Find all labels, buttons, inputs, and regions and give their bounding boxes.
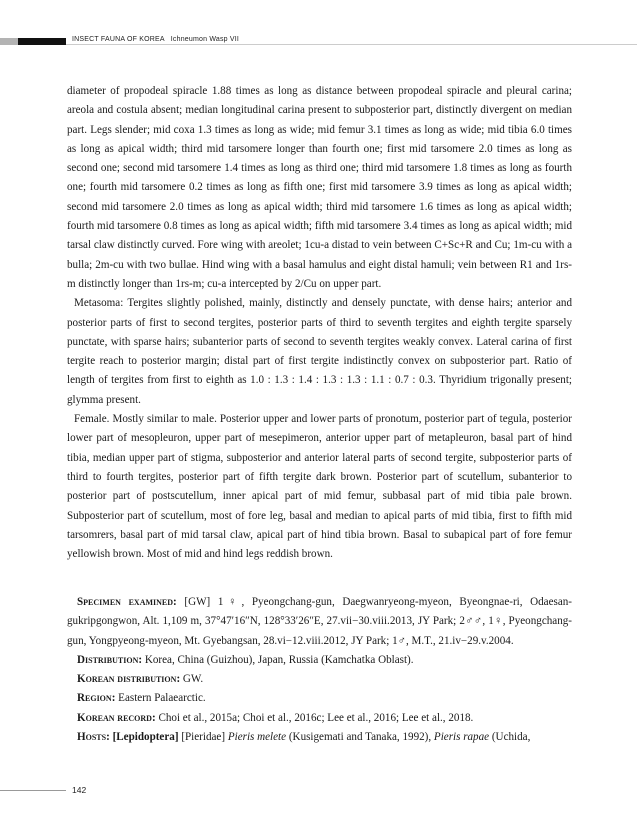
records-section xyxy=(67,593,572,747)
region-label: Region xyxy=(77,692,112,705)
korean-record-label: Korean record xyxy=(77,711,152,724)
main-text xyxy=(67,82,572,564)
hosts-ref-1: (Kusigemati and Tanaka, 1992), xyxy=(288,731,432,744)
korean-distribution-text: GW. xyxy=(182,673,204,686)
header-series: INSECT FAUNA OF KOREA xyxy=(72,36,165,43)
header-grey-bar xyxy=(0,38,18,45)
hosts-species-1: Pieris melete xyxy=(227,731,287,744)
running-header xyxy=(72,36,239,43)
korean-record: Korean record: Choi et al., 2015a; Choi et al., 2016c; Lee et al., 2016; Lee et al., 2018. xyxy=(77,711,474,724)
header-rule xyxy=(66,44,637,45)
korean-distribution: Korean distribution: GW. xyxy=(77,673,204,686)
paragraph-female: Female. Mostly similar to male. Posterior upper and lower parts of pronotum, posterior part of tegula, posterior lower part of mesopleuron, upper part of mesepimeron, anterior upper part of metapleuron, basal part of hind tibia, median upper part of stigma, subposterior and anterior lateral parts of second tergite, subposterior parts of third to fourth tergites, posterior part of fifth tergite dark brown. Posterior part of scutellum, subanterior to posterior part of postscutellum, inner apical part of mid femur, subbasal part of mid tibia pale brown. Subposterior part of scutellum, most of fore leg, basal and median to apical parts of mid tibia, first to fifth mid tarsomrers, basal part of mid tarsal claw, apical part of hind tibia brown. Basal to subapical part of fore femur yellowish brown. Most of mid and hind legs reddish brown. xyxy=(67,413,572,561)
distribution: Distribution: Korea, China (Guizhou), Japan, Russia (Kamchatka Oblast). xyxy=(77,653,414,666)
hosts-ref-2: (Uchida, xyxy=(491,731,531,744)
header-volume: Ichneumon Wasp VII xyxy=(170,36,240,43)
region: Region: Eastern Palaearctic. xyxy=(77,692,206,705)
distribution-text: Korea, China (Guizhou), Japan, Russia (Kamchatka Oblast). xyxy=(144,653,414,666)
header-black-bar xyxy=(18,38,66,45)
hosts-family: [Pieridae] xyxy=(181,731,226,744)
paragraph-metasoma: Metasoma: Tergites slightly polished, mainly, distinctly and densely punctate, with dense hairs; anterior and posterior parts of first to second tergites, posterior parts of third to seventh tergites and eighth tergite sparsely punctate, with sparse hairs; subanterior parts of second to seventh tergites weakly convex. Lateral carina of first tergite reach to posterior margin; distal part of first tergite indistinctly convex on subposterior part. Ratio of length of tergites from first to eighth as 1.0 : 1.3 : 1.4 : 1.3 : 1.3 : 1.1 : 0.7 : 0.3. Thyridium trigonally present; glymma present. xyxy=(67,297,572,406)
korean-distribution-label: Korean distribution xyxy=(77,673,177,686)
specimen-examined: Specimen examined: [GW] 1♀, Pyeongchang-gun, Daegwanryeong-myeon, Byeongnae-ri, Odaesan-gukripgongwon, Alt. 1,109 m, 37°47′16″N, 128°33′26″E, 27.vii−30.viii.2013, JY Park; 2♂♂, 1♀, Pyeongchang-gun, Yongpyeong-myeon, Mt. Gyebangsan, 28.vi−12.viii.2012, JY Park; 1♂, M.T., 21.iv−29.v.2004. xyxy=(67,596,573,647)
footer-rule xyxy=(0,790,66,791)
hosts: Hosts: [Lepidoptera] [Pieridae] Pieris melete (Kusigemati and Tanaka, 1992), Pieris rapae (Uchida, xyxy=(77,731,531,744)
page-number: 142 xyxy=(72,785,87,795)
hosts-species-2: Pieris rapae xyxy=(433,731,490,744)
region-text: Eastern Palaearctic. xyxy=(118,692,206,705)
hosts-order: [Lepidoptera] xyxy=(112,731,179,744)
specimen-label: Specimen examined xyxy=(77,596,174,608)
specimen-text: [GW] 1♀, Pyeongchang-gun, Daegwanryeong-myeon, Byeongnae-ri, Odaesan-gukripgongwon, Alt. 1,109 m, 37°47′16″N, 128°33′26″E, 27.vii−30.viii.2013, JY Park; 2♂♂, 1♀, Pyeongchang-gun, Yongpyeong-myeon, Mt. Gyebangsan, 28.vi−12.viii.2012, JY Park; 1♂, M.T., 21.iv−29.v.2004. xyxy=(67,596,573,647)
hosts-label: Hosts xyxy=(77,731,107,744)
distribution-label: Distribution xyxy=(77,653,139,666)
korean-record-text: Choi et al., 2015a; Choi et al., 2016c; Lee et al., 2016; Lee et al., 2018. xyxy=(158,711,474,724)
paragraph-legs-wings: diameter of propodeal spiracle 1.88 times as long as distance between propodeal spiracle and pleural carina; areola and costula absent; median longitudinal carina present to subposterior part, distinctly divergent on median part. Legs slender; mid coxa 1.3 times as long as wide; mid femur 3.1 times as long as wide; mid tibia 6.0 times as long as apical width; third mid tarsomere longer than fourth one; first mid tarsomere 2.0 times as long as second one; second mid tarsomere 1.4 times as long as third one; third mid tarsomere 1.8 times as long as fourth one; fourth mid tarsomere 0.2 times as long as fifth one; first mid tarsomere 3.9 times as long as apical width; second mid tarsomere 2.0 times as long as apical width; third mid tarsomere 1.6 times as long as apical width; fourth mid tarsomere 0.8 times as long as apical width; fifth mid tarsomere 3.4 times as long as apical width; mid tarsal claw distinctly curved. Fore wing with areolet; 1cu-a distad to vein between C+Sc+R and Cu; 1m-cu with a bulla; 2m-cu with two bullae. Hind wing with a basal hamulus and eight distal hamuli; vein between R1 and 1rs-m distinctly longer than 1rs-m; cu-a intercepted by 2/Cu on upper part. xyxy=(67,85,572,290)
